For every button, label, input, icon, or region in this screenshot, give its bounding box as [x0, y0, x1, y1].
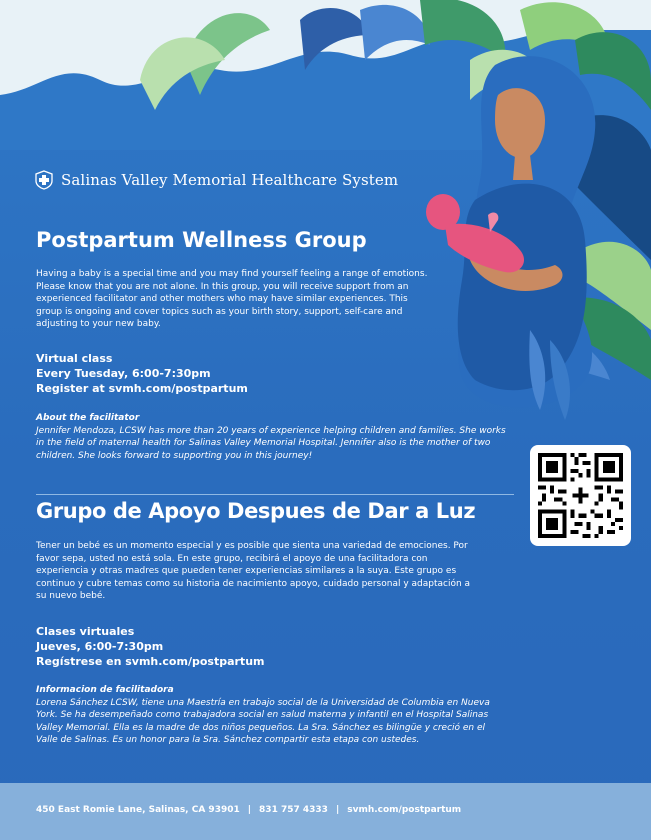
english-facilitator [36, 412, 506, 462]
spanish-title: Grupo de Apoyo Despues de Dar a Luz [36, 499, 476, 523]
english-register-link[interactable]: Register at svmh.com/postpartum [36, 382, 248, 395]
footer-separator: | [247, 805, 252, 815]
cross-shield-icon [34, 170, 54, 190]
english-event-details [36, 351, 248, 396]
spanish-event-details [36, 624, 264, 669]
qr-code[interactable] [530, 445, 631, 546]
section-divider [36, 494, 514, 495]
footer-contact [36, 805, 461, 815]
footer-website[interactable]: svmh.com/postpartum [347, 805, 462, 815]
english-schedule: Every Tuesday, 6:00-7:30pm [36, 367, 211, 380]
english-title: Postpartum Wellness Group [36, 228, 367, 252]
brand-logo [34, 170, 398, 190]
spanish-intro: Tener un bebé es un momento especial y es posible que sienta una variedad de emociones. Por favor sepa, usted no está sola. En este grupo, recibirá el apoyo de una facilitadora con experiencia y otras madres que pueden tener experiencias similares a la suya. Este grupo es continuo y cubre temas como su historia de nacimiento apoyo, cuidado personal y adaptación a su nuevo bebé. [36, 541, 471, 601]
english-intro: Having a baby is a special time and you may find yourself feeling a range of emotions. Please know that you are not alone. In this group, you will receive support from an experienced facilitator and other mothers who may have similar experiences. This group is ongoing and cover topics such as your birth story, support, self-care and adjusting to your new baby. [36, 269, 428, 329]
english-facilitator-title: About the facilitator [36, 413, 140, 423]
footer [0, 783, 651, 840]
english-facilitator-text: Jennifer Mendoza, LCSW has more than 20 years of experience helping children and families. She works in the field of maternal health for Salinas Valley Memorial Hospital. Jennifer also is the mother of two children. She looks forward to supporting you in this journey! [36, 425, 506, 461]
footer-phone[interactable]: 831 757 4333 [259, 805, 328, 815]
footer-separator: | [335, 805, 340, 815]
spanish-facilitator-text: Lorena Sánchez LCSW, tiene una Maestría en trabajo social de la Universidad de Columbia en Nueva York. Se ha desempeñado como trabajadora social en salud materna y infantil en el Hospital Salinas Valley Memorial. Ella es la madre de dos niños pequeños. La Sra. Sánchez es bilingüe y creció en el Valle de Salinas. Es un honor para la Sra. Sánchez compartir esta etapa con ustedes. [36, 697, 490, 745]
spanish-facilitator-title: Informacion de facilitadora [36, 685, 174, 695]
footer-address: 450 East Romie Lane, Salinas, CA 93901 [36, 805, 240, 815]
english-event-type: Virtual class [36, 352, 113, 365]
logo-text: Salinas Valley Memorial Healthcare System [61, 171, 399, 189]
spanish-register-link[interactable]: Regístrese en svmh.com/postpartum [36, 655, 265, 668]
spanish-schedule: Jueves, 6:00-7:30pm [36, 640, 164, 653]
spanish-event-type: Clases virtuales [36, 625, 135, 638]
qr-code-icon [538, 453, 623, 538]
spanish-facilitator [36, 684, 506, 747]
